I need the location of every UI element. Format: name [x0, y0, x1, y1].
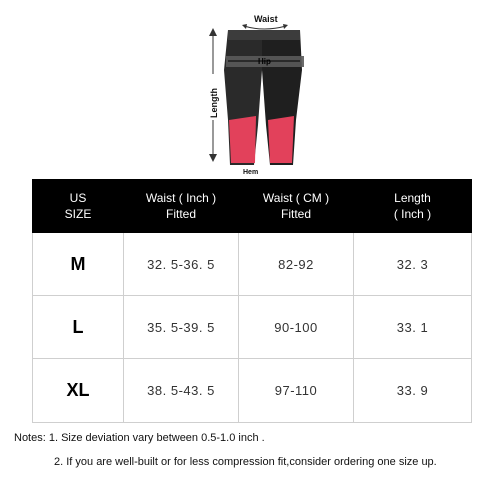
- length-cell: 33. 9: [354, 359, 472, 423]
- length-label: Length: [209, 88, 219, 118]
- header-waist-inch: Waist ( Inch ) Fitted: [124, 180, 239, 233]
- waist-label: Waist: [254, 14, 278, 24]
- waist-inch-cell: 38. 5-43. 5: [124, 359, 239, 423]
- waist-marker: [242, 24, 288, 29]
- waist-cm-cell: 90-100: [239, 296, 354, 359]
- note-line-1: Notes: 1. Size deviation vary between 0.5-1.0 inch .: [14, 432, 265, 444]
- note-line-2: 2. If you are well-built or for less compression fit,consider ordering one size up.: [54, 456, 437, 468]
- size-cell: M: [33, 233, 124, 296]
- size-cell: L: [33, 296, 124, 359]
- waist-cm-cell: 97-110: [239, 359, 354, 423]
- leggings-size-diagram: [0, 0, 500, 180]
- length-cell: 33. 1: [354, 296, 472, 359]
- waist-inch-cell: 32. 5-36. 5: [124, 233, 239, 296]
- leggings-illustration: [224, 30, 304, 165]
- size-cell: XL: [33, 359, 124, 423]
- header-us-size: US SIZE: [33, 180, 124, 233]
- size-chart-table: [32, 179, 472, 423]
- header-length-inch: Length ( Inch ): [354, 180, 472, 233]
- table-row: [33, 296, 472, 359]
- table-row: [33, 233, 472, 296]
- hip-label: Hip: [258, 57, 271, 66]
- table-header-row: [33, 180, 472, 233]
- waist-cm-cell: 82-92: [239, 233, 354, 296]
- length-cell: 32. 3: [354, 233, 472, 296]
- header-waist-cm: Waist ( CM ) Fitted: [239, 180, 354, 233]
- waist-inch-cell: 35. 5-39. 5: [124, 296, 239, 359]
- hem-label: Hem: [243, 169, 259, 176]
- table-row: [33, 359, 472, 423]
